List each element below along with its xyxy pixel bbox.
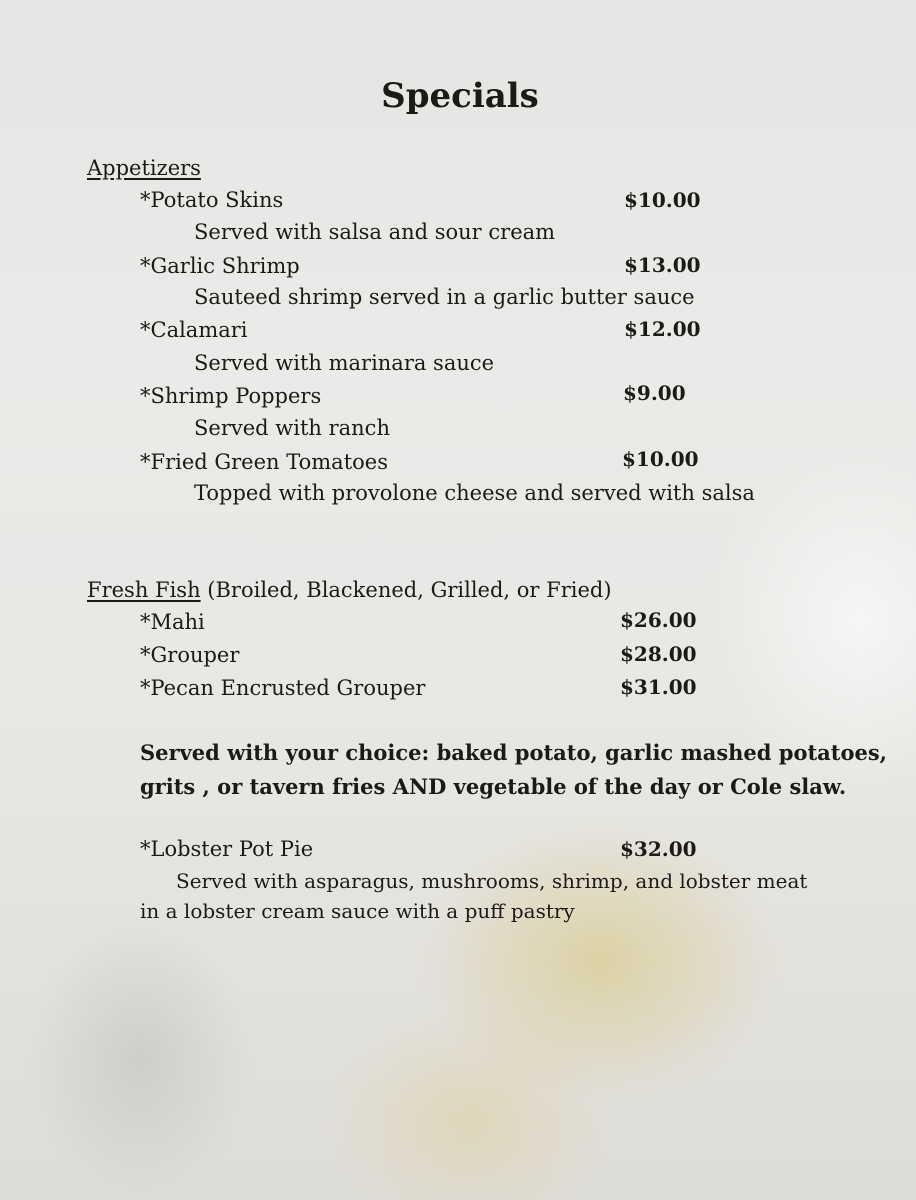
fish-name: *Pecan Encrusted Grouper — [140, 676, 426, 700]
appetizer-name: *Potato Skins — [140, 188, 284, 212]
fish-price: $26.00 — [620, 608, 697, 632]
appetizer-price: $10.00 — [622, 447, 699, 471]
appetizers-heading-label: Appetizers — [87, 156, 201, 180]
appetizer-price: $9.00 — [623, 381, 686, 405]
appetizer-name: *Calamari — [140, 318, 248, 342]
appetizer-description: Topped with provolone cheese and served with salsa — [194, 481, 755, 505]
fresh-fish-heading-label: Fresh Fish — [87, 578, 201, 602]
appetizer-price: $12.00 — [624, 317, 701, 341]
appetizer-name: *Garlic Shrimp — [140, 254, 300, 278]
fish-price: $31.00 — [620, 675, 697, 699]
fish-name: *Grouper — [140, 643, 240, 667]
appetizer-description: Served with ranch — [194, 416, 390, 440]
appetizer-description: Sauteed shrimp served in a garlic butter sauce — [194, 285, 695, 309]
lobster-pot-pie-name: *Lobster Pot Pie — [140, 837, 314, 861]
appetizer-description: Served with marinara sauce — [194, 351, 495, 375]
fresh-fish-heading — [87, 578, 612, 602]
lobster-pot-pie-price: $32.00 — [620, 837, 697, 861]
appetizer-price: $13.00 — [624, 253, 701, 277]
sides-note-line: Served with your choice: baked potato, garlic mashed potatoes, — [140, 740, 887, 765]
fish-name: *Mahi — [140, 610, 205, 634]
appetizer-description: Served with salsa and sour cream — [194, 220, 556, 244]
fish-price: $28.00 — [620, 642, 697, 666]
cooking-methods: (Broiled, Blackened, Grilled, or Fried) — [207, 578, 612, 602]
lobster-pot-pie-description: Served with asparagus, mushrooms, shrimp, and lobster meat in a lobster cream sauce with a puff pastry — [140, 869, 808, 923]
sides-note — [140, 736, 887, 804]
appetizer-price: $10.00 — [624, 188, 701, 212]
appetizers-heading — [87, 156, 201, 180]
page-title: Specials — [381, 76, 539, 116]
sides-note-line: grits , or tavern fries AND vegetable of the day or Cole slaw. — [140, 774, 847, 799]
appetizer-name: *Shrimp Poppers — [140, 384, 322, 408]
appetizer-name: *Fried Green Tomatoes — [140, 450, 388, 474]
